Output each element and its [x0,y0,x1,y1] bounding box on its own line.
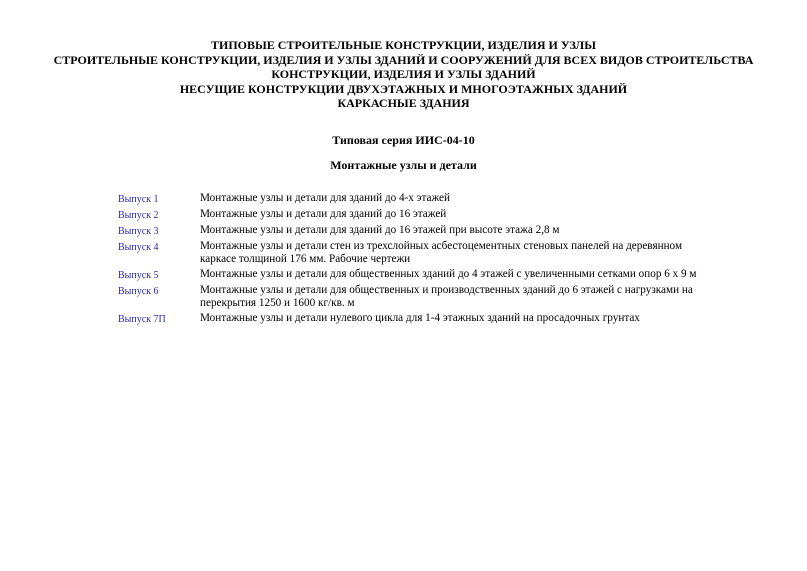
heading-line-1: ТИПОВЫЕ СТРОИТЕЛЬНЫЕ КОНСТРУКЦИИ, ИЗДЕЛИЯ И УЗЛЫ [210,38,596,52]
series-title: Типовая серия ИИС-04-10 [332,133,475,147]
heading-line-4: НЕСУЩИЕ КОНСТРУКЦИИ ДВУХЭТАЖНЫХ И МНОГОЭТАЖНЫХ ЗДАНИЙ [179,81,628,96]
issue-row-2 [118,208,718,222]
issue-description-5: Монтажные узлы и детали для общественных зданий до 4 этажей с увеличенными сетками опор 6 х 9 м [200,268,697,280]
issue-description-2: Монтажные узлы и детали для зданий до 16 этажей [200,208,447,220]
issue-description-7: Монтажные узлы и детали нулевого цикла для 1-4 этажных зданий на просадочных грунтах [200,312,640,324]
document-heading [0,38,807,111]
issue-description-3: Монтажные узлы и детали для зданий до 16 этажей при высоте этажа 2,8 м [200,224,560,236]
issue-link-1[interactable]: Выпуск 1 [118,194,159,205]
issue-description-1: Монтажные узлы и детали для зданий до 4-х этажей [200,192,451,204]
heading-line-3: КОНСТРУКЦИИ, ИЗДЕЛИЯ И УЗЛЫ ЗДАНИЙ [271,67,536,81]
issue-link-3[interactable]: Выпуск 3 [118,226,159,237]
issue-row-4 [118,240,718,266]
issue-row-5 [118,268,718,282]
issue-row-6 [118,284,718,310]
issue-link-5[interactable]: Выпуск 5 [118,270,159,281]
issue-link-7[interactable]: Выпуск 7П [118,314,166,325]
issue-row-3 [118,224,718,238]
issue-link-2[interactable]: Выпуск 2 [118,210,159,221]
issue-description-4: Монтажные узлы и детали стен из трехслойных асбестоцементных стеновых панелей на деревянном каркасе толщиной 176 мм. Рабочие чертежи [200,240,683,265]
issue-description-6: Монтажные узлы и детали для общественных и производственных зданий до 6 этажей с нагрузками на перекрытия 1250 и 1600 кг/кв. м [200,284,693,309]
heading-line-2: СТРОИТЕЛЬНЫЕ КОНСТРУКЦИИ, ИЗДЕЛИЯ И УЗЛЫ ЗДАНИЙ И СООРУЖЕНИЙ ДЛЯ ВСЕХ ВИДОВ СТРОИТЕЛЬСТВА [53,52,754,67]
heading-line-5: КАРКАСНЫЕ ЗДАНИЯ [337,96,470,110]
issue-row-1 [118,192,718,206]
issue-link-4[interactable]: Выпуск 4 [118,242,159,253]
issues-list [118,192,718,328]
issue-link-6[interactable]: Выпуск 6 [118,286,159,297]
series-subtitle: Монтажные узлы и детали [330,158,477,172]
issue-row-7 [118,312,718,326]
